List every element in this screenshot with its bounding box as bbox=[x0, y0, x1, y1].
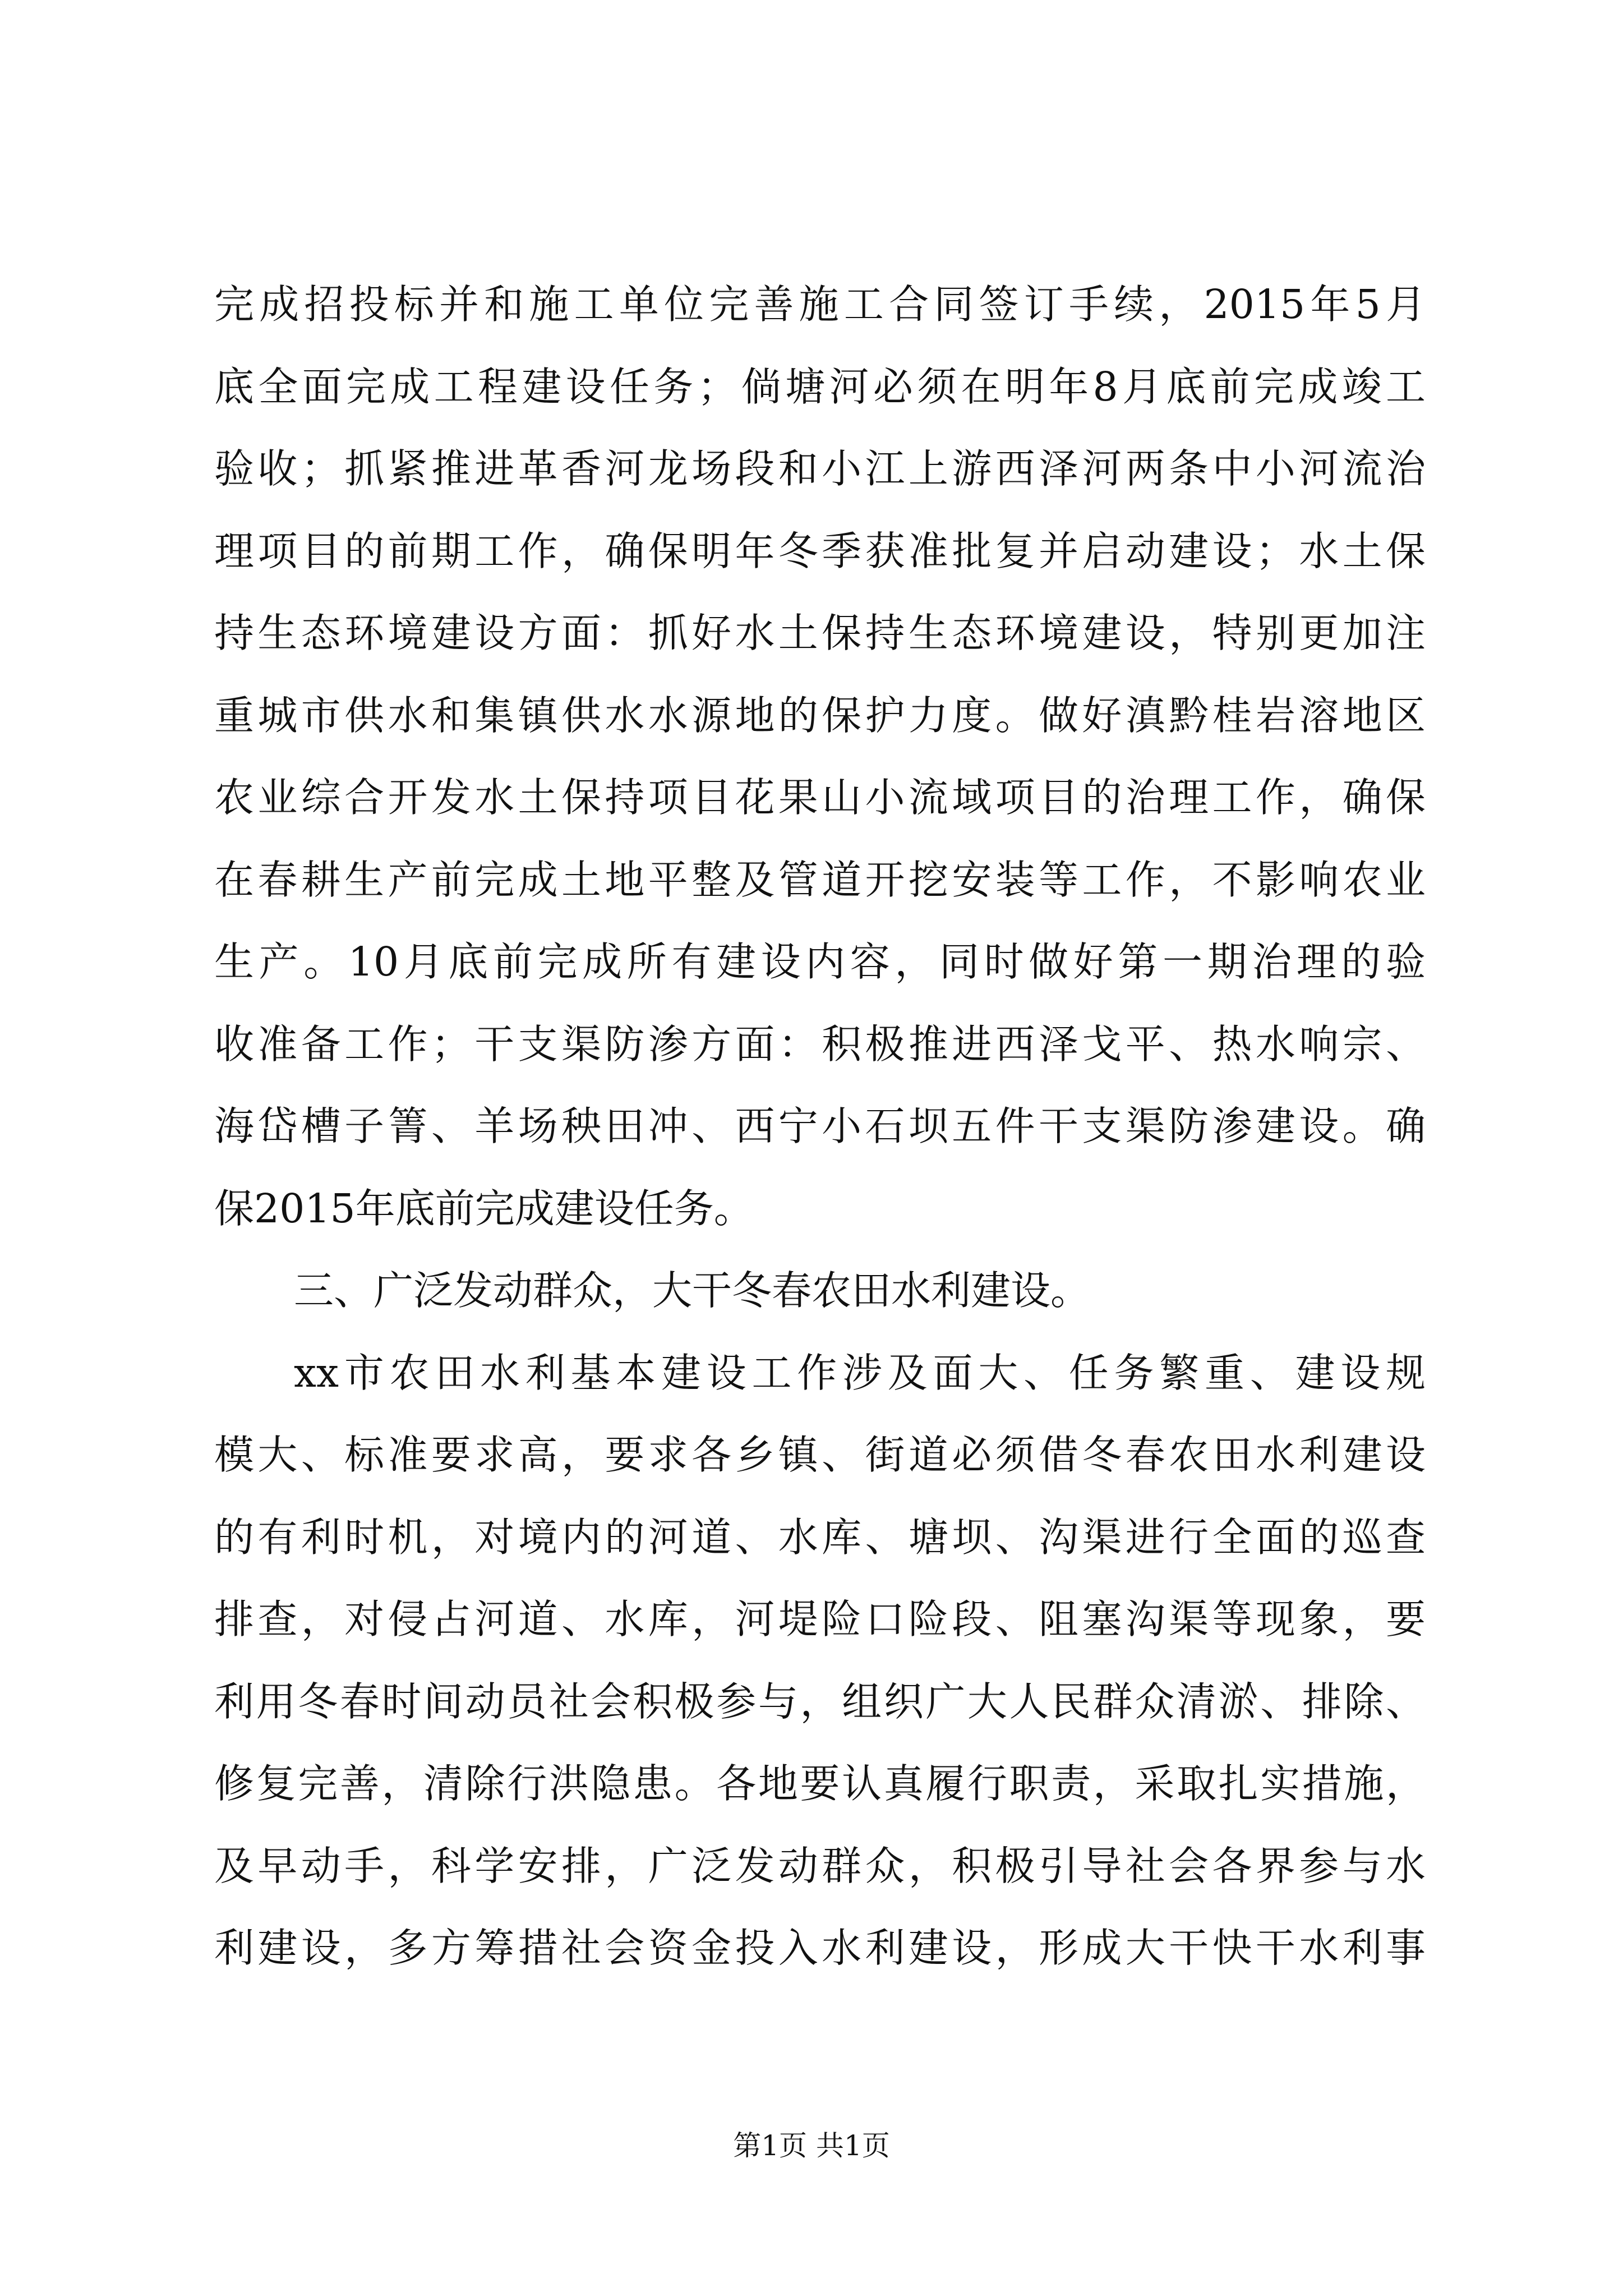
page-number-label: 第1页 共1页 bbox=[733, 2129, 890, 2162]
text-line: 理项目的前期工作，确保明年冬季获准批复并启动建设；水土保 bbox=[214, 527, 1426, 574]
text-line: 利用冬春时间动员社会积极参与，组织广大人民群众清淤、排除、 bbox=[214, 1678, 1426, 1725]
text-line: 验收；抓紧推进革香河龙场段和小江上游西泽河两条中小河流治 bbox=[214, 445, 1426, 492]
text-line: 保2015年底前完成建设任务。 bbox=[214, 1185, 754, 1232]
text-line: 生产。10月底前完成所有建设内容，同时做好第一期治理的验 bbox=[214, 938, 1426, 985]
text-line: 模大、标准要求高，要求各乡镇、街道必须借冬春农田水利建设 bbox=[214, 1432, 1426, 1478]
text-line: 的有利时机，对境内的河道、水库、塘坝、沟渠进行全面的巡查 bbox=[214, 1513, 1426, 1561]
text-line: 完成招投标并和施工单位完善施工合同签订手续，2015年5月 bbox=[214, 281, 1426, 328]
text-line: 持生态环境建设方面：抓好水土保持生态环境建设，特别更加注 bbox=[214, 610, 1426, 656]
text-line: 底全面完成工程建设任务；倘塘河必须在明年8月底前完成竣工 bbox=[214, 363, 1426, 410]
text-line: 海岱槽子箐、羊场秧田冲、西宁小石坝五件干支渠防渗建设。确 bbox=[214, 1103, 1426, 1149]
text-line: 利建设，多方筹措社会资金投入水利建设，形成大干快干水利事 bbox=[214, 1925, 1426, 1971]
page-footer bbox=[0, 2123, 1623, 2164]
section-heading: 三、广泛发动群众，大干冬春农田水利建设。 bbox=[294, 1267, 1091, 1314]
text-line: 修复完善，清除行洪隐患。各地要认真履行职责，采取扎实措施， bbox=[214, 1760, 1426, 1807]
document-body bbox=[214, 264, 1426, 1990]
text-line: 排查，对侵占河道、水库，河堤险口险段、阻塞沟渠等现象，要 bbox=[214, 1596, 1426, 1642]
text-line: 收准备工作；干支渠防渗方面：积极推进西泽戈平、热水响宗、 bbox=[214, 1020, 1426, 1068]
text-line: 在春耕生产前完成土地平整及管道开挖安装等工作，不影响农业 bbox=[214, 856, 1426, 903]
text-line: 农业综合开发水土保持项目花果山小流域项目的治理工作，确保 bbox=[214, 774, 1426, 821]
text-line: 及早动手，科学安排，广泛发动群众，积极引导社会各界参与水 bbox=[214, 1842, 1426, 1889]
text-line: xx市农田水利基本建设工作涉及面大、任务繁重、建设规 bbox=[294, 1349, 1426, 1396]
text-line: 重城市供水和集镇供水水源地的保护力度。做好滇黔桂岩溶地区 bbox=[214, 692, 1426, 739]
